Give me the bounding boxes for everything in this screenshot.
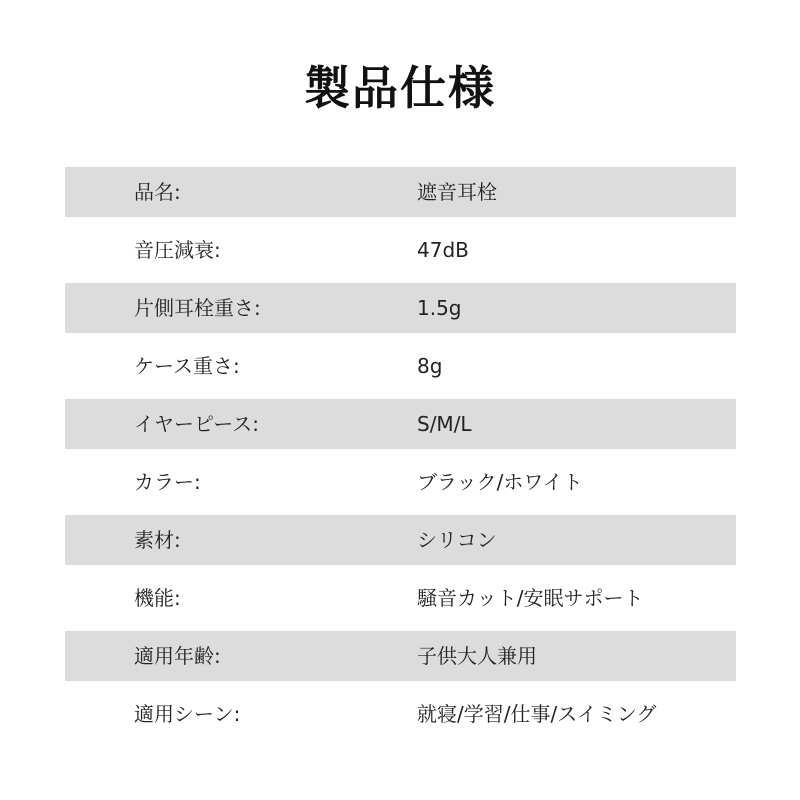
spec-label: 機能: — [134, 586, 181, 610]
spec-row — [65, 515, 736, 565]
spec-row — [65, 457, 736, 507]
page-title: 製品仕様 — [304, 61, 496, 115]
spec-label: 片側耳栓重さ: — [134, 296, 261, 320]
spec-row — [65, 689, 736, 739]
spec-value: 騒音カット/安眠サポート — [417, 586, 644, 610]
spec-label: ケース重さ: — [134, 354, 240, 378]
spec-label: 適用年齢: — [134, 644, 221, 668]
spec-value: ブラック/ホワイト — [417, 470, 583, 494]
spec-value: S/M/L — [417, 412, 472, 436]
spec-label: イヤーピース: — [134, 412, 259, 436]
spec-table — [65, 167, 736, 747]
spec-row — [65, 631, 736, 681]
spec-value: 8g — [417, 354, 443, 378]
spec-row — [65, 225, 736, 275]
spec-row — [65, 341, 736, 391]
spec-row — [65, 573, 736, 623]
spec-value: 就寝/学習/仕事/スイミング — [417, 702, 657, 726]
spec-value: 1.5g — [417, 296, 462, 320]
spec-value: シリコン — [417, 528, 497, 552]
spec-label: 適用シーン: — [134, 702, 241, 726]
spec-label: 品名: — [134, 180, 181, 204]
spec-label: 音圧減衰: — [134, 238, 221, 262]
spec-row — [65, 167, 736, 217]
spec-value: 遮音耳栓 — [417, 180, 497, 204]
spec-row — [65, 283, 736, 333]
spec-value: 子供大人兼用 — [417, 644, 537, 668]
spec-label: カラー: — [134, 470, 201, 494]
spec-label: 素材: — [134, 528, 181, 552]
spec-value: 47dB — [417, 238, 469, 262]
spec-row — [65, 399, 736, 449]
